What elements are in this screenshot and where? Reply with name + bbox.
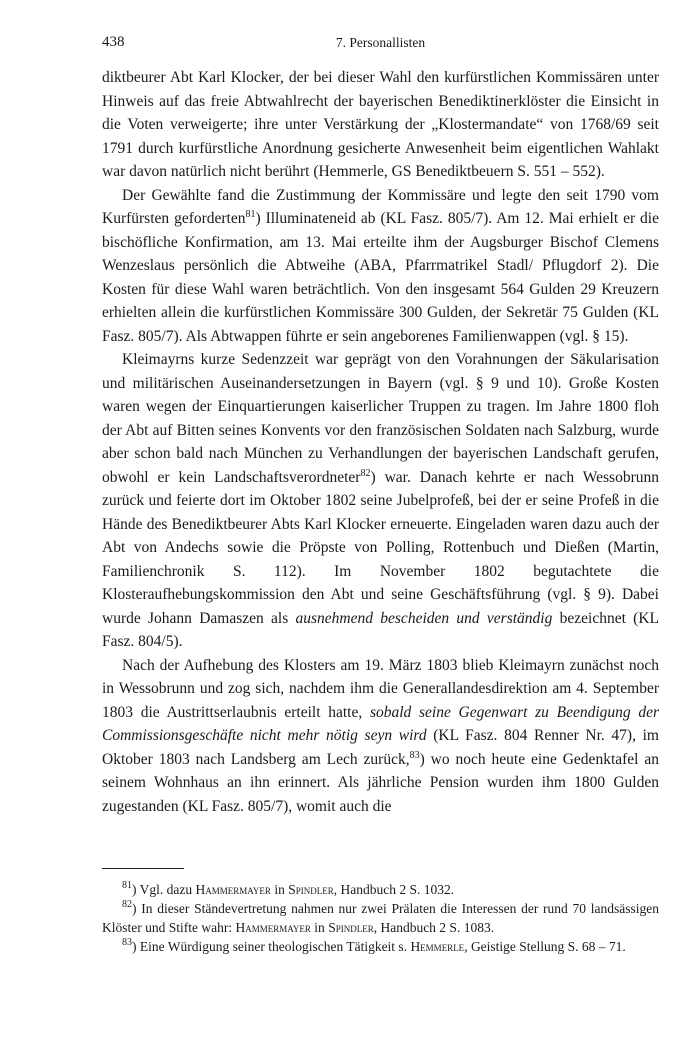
footnote-81	[102, 880, 659, 899]
paragraph-text: Der Gewählte fand die Zustimmung der Kommissäre und legte den seit 1790 vom Kurfürsten geforderten	[102, 186, 659, 227]
footnote-text: in	[270, 882, 289, 897]
paragraph	[102, 654, 659, 819]
author-name: Hammermayer	[235, 920, 311, 935]
paragraph-text: Nach der Aufhebung des Klosters am 19. März 1803 blieb Kleimayrn zunächst noch in Wessobrunn und zog sich, nachdem ihm die Generallandesdirektion am 4. September 1803 die Austrittserlaubnis erteilt hatte,	[102, 656, 659, 721]
footnote-text: , Handbuch 2 S. 1032.	[333, 882, 455, 897]
footnote-text: , Handbuch 2 S. 1083.	[373, 920, 495, 935]
footnote-text: ) Eine Würdigung seiner theologischen Tätigkeit s.	[132, 939, 411, 954]
main-text	[102, 66, 659, 818]
footnote-text: ) Vgl. dazu	[132, 882, 196, 897]
paragraph-text: bezeichnet (KL Fasz. 804/5).	[102, 609, 660, 650]
author-name: Spindler	[288, 882, 334, 897]
footnote-number: 82	[122, 899, 132, 910]
footnote-text: in	[310, 920, 329, 935]
footnote-number: 81	[122, 880, 132, 891]
paragraph-text: (KL Fasz. 804 Renner Nr. 47), im Oktober 1803 nach Landsberg am Lech zurück,	[102, 727, 659, 768]
paragraph-text: ) Illuminateneid ab (KL Fasz. 805/7). Am 12. Mai erhielt er die bischöfliche Konfirmation, am 13. Mai erteilte ihm der Augsburger Bischof Clemens Wenzeslaus persönlich die Abtweihe (ABA, Pfarrmatrikel Stadl/ Pflugdorf 2). Die Kosten für diese Wahl waren beträchtlich. Von den insgesamt 564 Gulden 29 Kreuzern erhielten allein die kurfürstlichen Kommissäre 300 Gulden, der Sekretär 75 Gulden (KL Fasz. 805/7). Als Abtwappen führte er sein angeborenes Familienwappen (vgl. § 15).	[102, 210, 659, 345]
paragraph	[102, 66, 659, 184]
footnote-82	[102, 899, 659, 937]
footnotes	[102, 880, 659, 956]
paragraph-text: Kleimayrns kurze Sedenzzeit war geprägt von den Vorahnungen der Säkularisation und militärischen Auseinandersetzungen in Bayern (vgl. § 9 und 10). Große Kosten waren wegen der Einquartierungen kaiserlicher Truppen zu tragen. Im Jahre 1800 floh der Abt auf Bitten seines Konvents vor den französischen Soldaten nach Salzburg, wurde aber schon bald nach München zu Verhandlungen der bayerischen Landschaft gerufen, obwohl er kein Landschaftsverordneter	[102, 351, 659, 486]
footnote-text: , Geistige Stellung S. 68 – 71.	[464, 939, 626, 954]
running-head: 7. Personallisten	[335, 35, 426, 50]
footnote-number: 83	[122, 937, 132, 948]
author-name: Hemmerle	[410, 939, 465, 954]
paragraph-text: ) wo noch heute eine Gedenktafel an seinem Wohnhaus an ihn erinnert. Als jährliche Pension wurden ihm 1800 Gulden zugestanden (KL Fasz. 805/7), womit auch die	[102, 750, 660, 815]
quotation-italic: ausnehmend bescheiden und verständig	[295, 609, 553, 627]
page-number: 438	[102, 34, 125, 50]
footnote-ref[interactable]: 82	[360, 467, 371, 479]
paragraph	[102, 184, 659, 349]
paragraph-text: ) war. Danach kehrte er nach Wessobrunn zurück und feierte dort im Oktober 1802 seine Jubelprofeß, bei der er seine Profeß in die Hände des Benediktbeurer Abts Karl Klocker erneuerte. Eingeladen waren dazu auch der Abt von Andechs sowie die Pröpste von Polling, Rottenbuch und Dießen (Martin, Familienchronik S. 112). Im November 1802 begutachtete die Klosteraufhebungskommission den Abt und seine Geschäftsführung (vgl. § 9). Dabei wurde Johann Damaszen als	[102, 468, 659, 627]
quotation-italic: sobald seine Gegenwart zu Beendigung der Commissionsgeschäfte nicht mehr nötig seyn wird	[102, 703, 660, 744]
author-name: Spindler	[328, 920, 374, 935]
footnote-text: ) In dieser Ständevertretung nahmen nur zwei Prälaten die Interessen der rund 70 landsässigen Klöster und Stifte wahr:	[102, 901, 659, 935]
paragraph-text: diktbeurer Abt Karl Klocker, der bei dieser Wahl den kurfürstlichen Kommissären unter Hinweis auf das freie Abtwahlrecht der bayerischen Benediktinerklöster die Einsicht in die Voten verweigerte; ihre unter Verstärkung der „Klostermandate“ von 1768/69 seit 1791 durch kurfürstliche Anordnung gesicherte Anwesenheit beim eigentlichen Wahlakt war davon natürlich nicht berührt (Hemmerle, GS Benediktbeuern S. 551 – 552).	[102, 69, 659, 180]
footnote-83	[102, 937, 659, 956]
footnote-separator	[102, 868, 184, 869]
page-header	[102, 34, 659, 56]
footnote-ref[interactable]: 83	[409, 749, 420, 761]
author-name: Hammermayer	[195, 882, 271, 897]
footnote-ref[interactable]: 81	[245, 209, 256, 220]
paragraph	[102, 348, 659, 654]
